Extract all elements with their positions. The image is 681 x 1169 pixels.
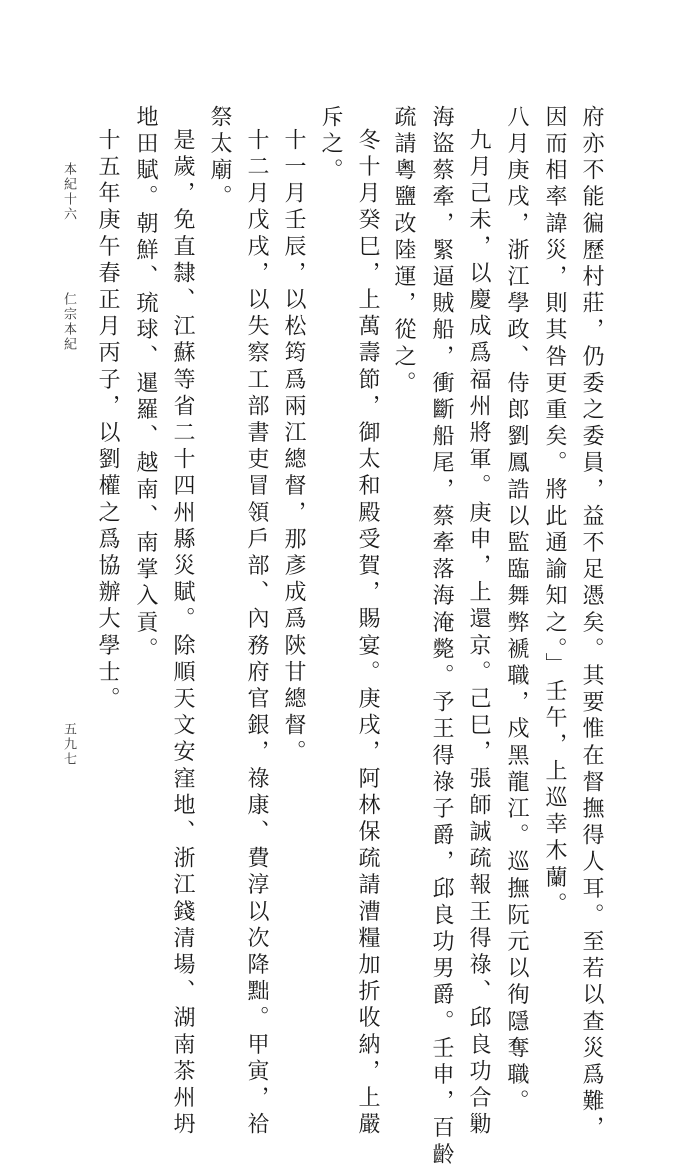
text-column: 冬十月癸巳，上萬壽節，御太和殿受賀，賜宴。庚戌，阿林保疏請漕糧加折收納，上嚴 xyxy=(355,128,380,1139)
text-column: 九月己未，以慶成爲福州將軍。庚申，上還京。己巳，張師誠疏報王得祿、邱良功合勦 xyxy=(466,128,491,1139)
text-column: 是歲，免直隸、江蘇等省二十四州縣災賦。除順天文安窪地、浙江錢清場、湖南茶州坍 xyxy=(170,128,195,1139)
page-number: 五九七 xyxy=(61,722,76,767)
text-column: 因而相率諱災，則其咎更重矣。將此通諭知之。」壬午，上巡幸木蘭。 xyxy=(542,105,567,919)
text-column: 十一月壬辰，以松筠爲兩江總督，那彥成爲陝甘總督。 xyxy=(281,128,306,767)
text-column: 斥之。 xyxy=(318,105,343,185)
header-chapter: 仁宗本紀 xyxy=(61,292,76,352)
text-column: 疏請粵鹽改陸運，從之。 xyxy=(391,105,416,398)
header-volume: 本紀十六 xyxy=(61,162,76,222)
text-column: 十二月戊戌，以失察工部書吏冒領戶部、內務府官銀，祿康、費淳以次降黜。甲寅，祫 xyxy=(244,128,269,1139)
text-column: 十五年庚午春正月丙子，以劉權之爲協辦大學士。 xyxy=(95,128,120,714)
text-column: 海盜蔡牽，緊逼賊船，衝斷船尾，蔡牽落海淹斃。予王得祿子爵，邱良功男爵。壬申，百齡 xyxy=(429,105,454,1169)
text-column: 八月庚戌，浙江學政、侍郎劉鳳誥以監臨舞弊褫職，戍黑龍江。巡撫阮元以徇隱奪職。 xyxy=(504,105,529,1116)
text-column: 府亦不能徧歷村莊，仍委之委員，益不足憑矣。其要惟在督撫得人耳。至若以查災爲難， xyxy=(579,105,604,1143)
text-column: 祭太廟。 xyxy=(207,105,232,212)
text-column: 地田賦。朝鮮、琉球、暹羅、越南、南掌入貢。 xyxy=(133,105,158,664)
